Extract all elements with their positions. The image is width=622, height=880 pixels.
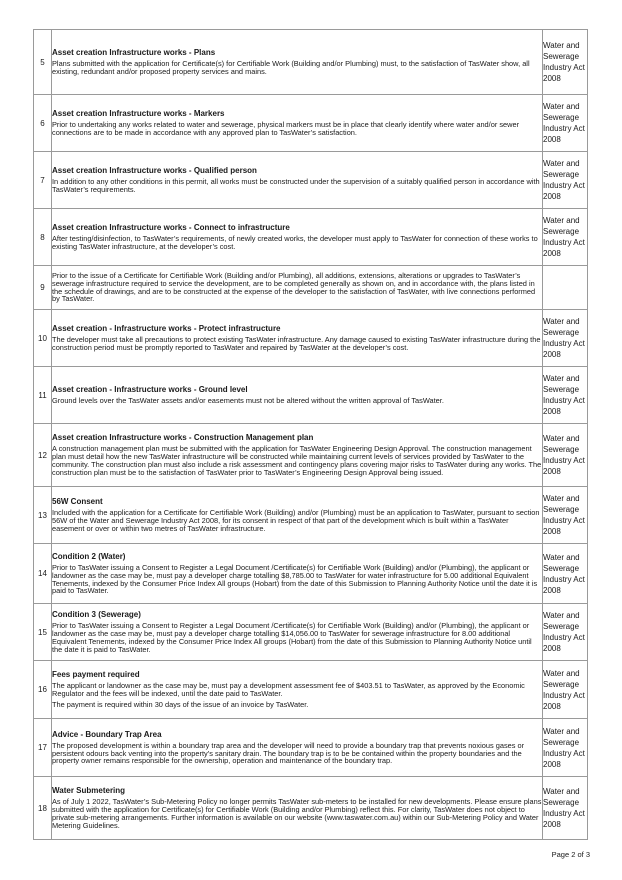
condition-title: Fees payment required: [52, 669, 140, 679]
condition-source: Water and Sewerage Industry Act 2008: [543, 487, 588, 544]
condition-source: Water and Sewerage Industry Act 2008: [543, 152, 588, 209]
condition-number: 13: [34, 487, 52, 544]
condition-body: [52, 604, 543, 661]
condition-body: [52, 152, 543, 209]
condition-text: Plans submitted with the application for Certificate(s) for Certifiable Work (Building and/or Plumbing) must, to the satisfaction of TasWater show, all existing, redundant and/or proposed property services and mains.: [52, 59, 530, 76]
table-row: [34, 777, 588, 840]
condition-number: 16: [34, 661, 52, 719]
condition-text: Prior to the issue of a Certificate for Certifiable Work (Building and/or Plumbing), all additions, extensions, alterations or upgrades to TasWater’s sewerage infrastructure required to service the development, are to be completed generally as shown on, and in accordance with, the plans listed in the schedule of drawings, and are to be constructed at the expense of the developer to the satisfaction of TasWater, with live connections performed by TasWater.: [52, 270, 536, 304]
condition-text: Included with the application for a Certificate for Certifiable Work (Building) and/or (Plumbing) must be an application to TasWater, pursuant to section 56W of the Water and Sewerage Industry Act 2008, for its consent in respect of that part of the development which is built within a TasWater easement or over or within two metres of TasWater infrastructure.: [52, 508, 540, 533]
condition-text: The proposed development is within a boundary trap area and the developer will need to provide a boundary trap that prevents noxious gases or persistent odours back venting into the property’s sanitary drain. The boundary trap is to be be contained within the property boundaries and the property owner remains responsible for the ownership, operation and maintenance of the boundary trap.: [52, 740, 525, 766]
condition-number: 18: [34, 777, 52, 840]
condition-source: Water and Sewerage Industry Act 2008: [543, 209, 588, 266]
table-row: [34, 310, 588, 367]
condition-body: [52, 367, 543, 424]
condition-body: [52, 719, 543, 777]
condition-title: Asset creation Infrastructure works - Connect to infrastructure: [52, 223, 290, 233]
condition-number: 11: [34, 367, 52, 424]
condition-source: Water and Sewerage Industry Act 2008: [543, 424, 588, 487]
condition-text: Ground levels over the TasWater assets and/or easements must not be altered without the written approval of TasWater.: [52, 396, 444, 406]
condition-source: Water and Sewerage Industry Act 2008: [543, 777, 588, 840]
condition-title: Asset creation Infrastructure works - Markers: [52, 109, 225, 119]
condition-title: Water Submetering: [52, 786, 126, 796]
condition-number: 10: [34, 310, 52, 367]
condition-source: Water and Sewerage Industry Act 2008: [543, 661, 588, 719]
condition-source: Water and Sewerage Industry Act 2008: [543, 30, 588, 95]
condition-text: As of July 1 2022, TasWater’s Sub-Metering Policy no longer permits TasWater sub-meters to be installed for new developments. Please ensure plans submitted with the application for Certificate(s) for Certifiable Work (Building and/or Plumbing) reflect this. For clarity, TasWater does not object to private sub-metering arrangements. Further information is available on our website (www.taswater.com.au) within our Sub-Metering Policy and Water Metering Guidelines.: [52, 797, 542, 830]
condition-source: Water and Sewerage Industry Act 2008: [543, 544, 588, 604]
condition-source: Water and Sewerage Industry Act 2008: [543, 604, 588, 661]
table-row: [34, 487, 588, 544]
condition-body: [52, 661, 543, 719]
condition-source: Water and Sewerage Industry Act 2008: [543, 719, 588, 777]
condition-number: 7: [34, 152, 52, 209]
condition-text: Prior to undertaking any works related to water and sewerage, physical markers must be in place that clearly identify where water and/or sewer connections are to be made in accordance with any approved plan to TasWater’s satisfaction.: [52, 120, 520, 137]
condition-title: Asset creation Infrastructure works - Construction Management plan: [52, 433, 314, 443]
table-row: [34, 544, 588, 604]
condition-source: Water and Sewerage Industry Act 2008: [543, 367, 588, 424]
table-row: [34, 604, 588, 661]
table-row: [34, 209, 588, 266]
condition-title: Asset creation Infrastructure works - Plans: [52, 48, 216, 58]
condition-title: Condition 3 (Sewerage): [52, 610, 141, 620]
condition-text: A construction management plan must be submitted with the application for TasWater Engineering Design Approval. The construction management plan must detail how the new TasWater infrastructure will be constructed while maintaining current levels of services provided by TasWater to the community. The construction plan must also include a risk assessment and contingency plans covering major risks to TasWater during any works. The construction plan must be to the satisfaction of TasWater prior to TasWater’s Engineering Design Approval being issued.: [52, 444, 542, 477]
condition-number: 12: [34, 424, 52, 487]
page-number: Page 2 of 3: [551, 850, 590, 859]
condition-body: [52, 544, 543, 604]
condition-text: In addition to any other conditions in this permit, all works must be constructed under the supervision of a suitably qualified person in accordance with TasWater’s requirements.: [52, 177, 540, 194]
condition-title: 56W Consent: [52, 497, 103, 507]
condition-body: [52, 310, 543, 367]
condition-text: The applicant or landowner as the case may be, must pay a development assessment fee of $403.51 to TasWater, as approved by the Economic Regulator and the fees will be indexed, until the date paid to TasWater.: [52, 680, 525, 698]
condition-text: The developer must take all precautions to protect existing TasWater infrastructure. Any damage caused to existing TasWater infrastructure during the construction period must be promptly reported to TasWater and repaired by TasWater at the developer’s cost.: [52, 335, 541, 352]
condition-number: 8: [34, 209, 52, 266]
condition-title: Condition 2 (Water): [52, 551, 126, 561]
condition-source: Water and Sewerage Industry Act 2008: [543, 95, 588, 152]
table-row: [34, 30, 588, 95]
condition-body: [52, 424, 543, 487]
condition-body: [52, 95, 543, 152]
condition-body: [52, 209, 543, 266]
condition-number: 14: [34, 544, 52, 604]
table-row: [34, 424, 588, 487]
condition-text: After testing/disinfection, to TasWater’s requirements, of newly created works, the developer must apply to TasWater for connection of these works to existing TasWater infrastructure, at the developer’s cost.: [52, 234, 538, 251]
condition-source: Water and Sewerage Industry Act 2008: [543, 310, 588, 367]
table-row: [34, 661, 588, 719]
table-row: [34, 266, 588, 310]
condition-source: [543, 266, 588, 310]
condition-body: [52, 777, 543, 840]
table-row: [34, 367, 588, 424]
condition-body: [52, 266, 543, 310]
condition-text: Prior to TasWater issuing a Consent to Register a Legal Document /Certificate(s) for Certifiable Work (Building) and/or (Plumbing), the applicant or landowner as the case may be, must pay a developer charge totalling $14,056.00 to TasWater for sewerage infrastructure for 8.00 additional Equivalent Tenements, indexed by the Consumer Price Index All groups (Hobart) from the date of this Submission to Planning Authority Notice until the date it is paid to TasWater.: [52, 621, 532, 654]
table-row: [34, 719, 588, 777]
table-row: [34, 152, 588, 209]
condition-body: [52, 30, 543, 95]
condition-title: Asset creation Infrastructure works - Qualified person: [52, 166, 257, 176]
condition-title: Asset creation - Infrastructure works - Ground level: [52, 385, 248, 395]
conditions-table: [33, 29, 588, 840]
condition-text: Prior to TasWater issuing a Consent to Register a Legal Document /Certificate(s) for Certifiable Work (Building) and/or (Plumbing), the applicant or landowner as the case may be, must pay a developer charge totalling $8,785.00 to TasWater for water infrastructure for 5.00 additional Equivalent Tenements, indexed by the Consumer Price Index All groups (Hobart) from the date of this Submission to Planning Authority Notice until the date it is paid to TasWater.: [52, 562, 538, 596]
condition-title: Asset creation - Infrastructure works - Protect infrastructure: [52, 324, 281, 334]
condition-number: 5: [34, 30, 52, 95]
conditions-table-body: [34, 30, 588, 840]
table-row: [34, 95, 588, 152]
condition-number: 6: [34, 95, 52, 152]
condition-title: Advice - Boundary Trap Area: [52, 729, 162, 739]
condition-number: 15: [34, 604, 52, 661]
condition-number: 17: [34, 719, 52, 777]
condition-number: 9: [34, 266, 52, 310]
condition-body: [52, 487, 543, 544]
condition-text: The payment is required within 30 days of the issue of an invoice by TasWater.: [52, 700, 309, 710]
